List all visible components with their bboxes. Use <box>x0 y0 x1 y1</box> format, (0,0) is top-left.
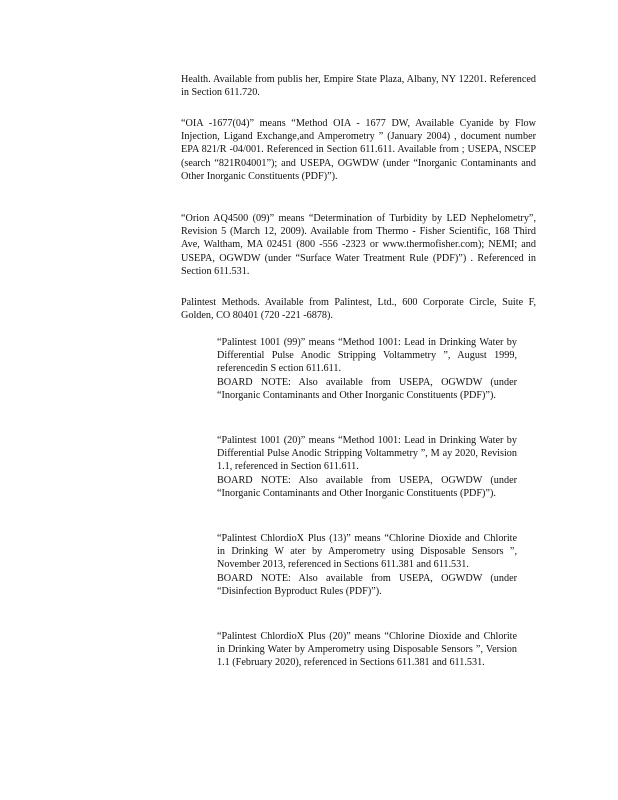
entry-definition: “Palintest 1001 (99)” means “Method 1001: Lead in Drinking Water by Differential Pulse Anodic Stripping Voltammetry ”, August 1999, referencedin S ection 611.611. <box>217 337 517 375</box>
board-note: BOARD NOTE: Also available from USEPA, OGWDW (under “Disinfection Byproduct Rules (PDF)”). <box>217 572 517 597</box>
paragraph-oia-1677 <box>181 117 536 183</box>
entry-palintest-1001-20 <box>217 434 517 500</box>
board-note: BOARD NOTE: Also available from USEPA, OGWDW (under “Inorganic Contaminants and Other Inorganic Constituents (PDF)”). <box>217 474 517 499</box>
entry-definition: “Palintest ChlordioX Plus (20)” means “Chlorine Dioxide and Chlorite in Drinking Water by Amperometry using Disposable Sensors ”, Version 1.1 (February 2020), referenced in Sections 611.381 and 611.531. <box>217 631 517 669</box>
entry-definition: “Palintest 1001 (20)” means “Method 1001: Lead in Drinking Water by Differential Pulse Anodic Stripping Voltammetry ”, M ay 2020, Revision 1.1, referenced in Section 611.611. <box>217 435 517 473</box>
entry-palintest-chlordiox-13 <box>217 532 517 598</box>
text-line: Palintest Methods. Available from Palintest, Ltd., 600 Corporate Circle, Suite F, Golden, CO 80401 (720 -221 -6878). <box>181 297 536 322</box>
board-note: BOARD NOTE: Also available from USEPA, OGWDW (under “Inorganic Contaminants and Other Inorganic Constituents (PDF)”). <box>217 376 517 401</box>
entry-palintest-1001-99 <box>217 336 517 402</box>
text-line: Health. Available from publis her, Empire State Plaza, Albany, NY 12201. Referenced in Section 611.720. <box>181 74 536 99</box>
entry-definition: “Palintest ChlordioX Plus (13)” means “Chlorine Dioxide and Chlorite in Drinking W ater by Amperometry using Disposable Sensors ”, November 2013, referenced in Sections 611.381 and 611.531. <box>217 533 517 571</box>
paragraph-palintest-methods <box>181 296 536 322</box>
paragraph-albany-health <box>181 73 536 99</box>
entry-palintest-chlordiox-20 <box>217 630 517 670</box>
text-line: “Orion AQ4500 (09)” means “Determination of Turbidity by LED Nephelometry”, Revision 5 (March 12, 2009). Available from Thermo - Fisher Scientific, 168 Third Ave, Waltham, MA 02451 (800 -556 -2323 or www.thermofisher.com); NEMI; and USEPA, OGWDW (under “Surface Water Treatment Rule (PDF)”) . Referenced in Section 611.531. <box>181 213 536 277</box>
paragraph-orion-aq4500 <box>181 212 536 278</box>
text-line: “OIA -1677(04)” means “Method OIA - 1677 DW, Available Cyanide by Flow Injection, Ligand Exchange,and Amperometry ” (January 2004) , document number EPA 821/R -04/001. Referenced in Section 611.611. Available from ; USEPA, NSCEP (search “821R04001”); and USEPA, OGWDW (under “Inorganic Contaminants and Other Inorganic Constituents (PDF)”). <box>181 118 536 182</box>
